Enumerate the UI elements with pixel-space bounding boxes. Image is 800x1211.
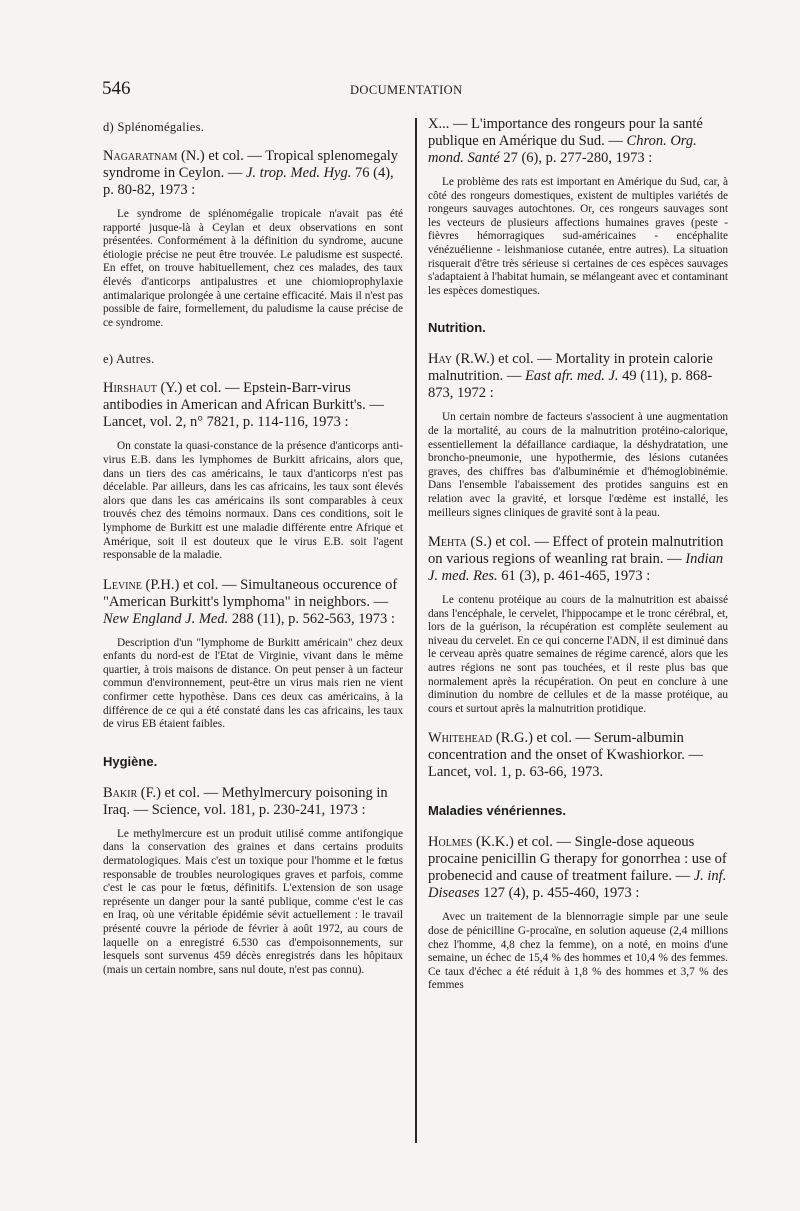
- right-column: [428, 116, 728, 1007]
- citation-journal: Indian J. med. Res.: [428, 551, 724, 585]
- citation-author: Whitehead: [428, 730, 493, 747]
- citation-ref: 27 (6), p. 277-280, 1973 :: [503, 150, 653, 166]
- citation-text: (R.G.) et col. — Serum-albumin concentration and the onset of Kwashiorkor. — Lancet, vol. 1, p. 63-66, 1973.: [428, 730, 704, 781]
- subsection-heading: d) Splénomégalies.: [103, 120, 205, 134]
- citation-ref: 127 (4), p. 455-460, 1973 :: [483, 885, 640, 902]
- citation: [103, 785, 403, 819]
- citation-ref: 61 (3), p. 461-465, 1973 :: [501, 568, 651, 585]
- citation-text: (R.W.) et col. — Mortality in protein calorie malnutrition. —: [428, 351, 713, 385]
- citation: [103, 148, 403, 199]
- citation-text: (K.K.) et col. — Single-dose aqueous procaine penicillin G therapy for gonorrhea : use of probenecid and cause of treatment failure. —: [428, 834, 727, 885]
- abstract: Le problème des rats est important en Amérique du Sud, car, à côté des rongeurs domestiques, existent de multiples variétés de rongeurs sauvages autochtones. Or, ces rongeurs sauvages sont les vecteurs de plusieurs affections humaines graves (peste - fièvres hémorragiques sud-américaines - encéphalite vénézuélienne - leishmaniose cutanée, entre autres). La situation risquerait d'être très sérieuse si certaines de ces espèces sauvages s'adaptaient à l'habitat humain, se mélangeant avec et contaminant les espèces domestiques.: [428, 176, 728, 297]
- abstract: On constate la quasi-constance de la présence d'anticorps anti-virus E.B. dans les lymphomes de Burkitt africains, alors que, dans un tiers des cas américains, le taux d'anticorps n'est pas décelable. Par ailleurs, dans les cas africains, les taux sont élevés alors que dans les cas américains ils sont comparables à ceux trouvés chez des témoins normaux. Dans ces conditions, soit le lymphome de Burkitt est une maladie différente entre Afrique et Amérique, soit il est douteux que le virus E.B. soit l'agent responsable de la maladie.: [103, 440, 403, 562]
- citation-text: (P.H.) et col. — Simultaneous occurence of "American Burkitt's lymphoma" in neighbors. —: [103, 576, 398, 610]
- citation-ref: 49 (11), p. 868-873, 1972 :: [428, 368, 713, 402]
- abstract: Un certain nombre de facteurs s'associent à une augmentation de la mortalité, au cours de la malnutrition protéino-calorique, essentiellement la défaillance cardiaque, la déshydratation, une broncho-pneumonie, une hypothermie, des lésions cutanées graves, des chiffres bas d'albuminémie et d'hémoglobinémie. Dans l'ensemble l'abaissement des protides sanguins est en relation avec la gravité, et lorsque l'œdème est installé, les meilleurs signes cliniques de gravité sont à la peau.: [428, 411, 728, 519]
- citation-author: Mehta: [428, 534, 467, 551]
- citation-author: Levine: [103, 576, 142, 593]
- column-divider: [415, 118, 417, 1143]
- citation: [428, 351, 728, 402]
- citation-text: — L'importance des rongeurs pour la santé publique en Amérique du Sud. —: [428, 116, 703, 149]
- citation-author: Bakir: [103, 784, 138, 801]
- section-heading: Nutrition.: [428, 320, 486, 336]
- citation-journal: New England J. Med.: [103, 610, 229, 627]
- running-header: DOCUMENTATION: [350, 83, 463, 97]
- citation-author: Nagaratnam: [103, 148, 178, 164]
- subsection-heading: e) Autres.: [103, 352, 155, 367]
- abstract: Le contenu protéique au cours de la malnutrition est abaissé dans l'encéphale, le cervelet, l'hippocampe et le tronc cérébral, et, lors de la guérison, la récupération est complète seulement au niveau du cervelet. En ce qui concerne l'ADN, il est diminué dans le cerveau après quatre semaines de régime carencé, alors que les autres régions ne sont pas touchées, et il reste plus bas que normalement après la récupération. On peut en conclure à une diminution du nombre de cellules et de la masse protéique, au cours et surtout après la malnutrition protidique.: [428, 594, 728, 715]
- page-number: 546: [102, 78, 131, 99]
- citation-journal: J. trop. Med. Hyg.: [245, 165, 352, 181]
- citation: [428, 534, 728, 585]
- citation-text: (N.) et col. — Tropical splenomegaly syndrome in Ceylon. —: [103, 148, 399, 181]
- citation-text: (F.) et col. — Methylmercury poisoning in Iraq. — Science, vol. 181, p. 230-241, 1973 :: [103, 784, 388, 818]
- abstract: Le methylmercure est un produit utilisé comme antifongique dans la conservation des graines et dans certains produits dermatologiques. Mais c'est un toxique pour l'homme et le fœtus responsable de troubles neurologiques graves et parfois, comme c'est le cas pour le fœtus, définitifs. L'extension de son usage représente un danger pour la santé publique, comme c'est le cas en Iraq, où une véritable épidémie sévit actuellement : le travail présenté couvre la période de février à août 1972, au cours de laquelle on a enregistré 6.530 cas d'empoisonnements, sur lesquels sont survenus 459 décès enregistrés dans les hôpitaux (mais un certain nombre, sans nul doute, n'est pas connu).: [103, 827, 403, 976]
- left-column: [103, 120, 403, 991]
- citation-ref: 76 (4), p. 80-82, 1973 :: [103, 165, 394, 198]
- citation-text: (S.) et col. — Effect of protein malnutrition on various regions of weanling rat brain. —: [428, 534, 724, 568]
- abstract: Description d'un "lymphome de Burkitt américain" chez deux enfants du nord-est de l'Etat de Virginie, vivant dans le même quartier, à trois maisons de distance. On peut penser à un facteur commun d'environnement, peut-être un virus mais rien ne vient confirmer cette hypothèse. Dans ces deux cas américains, à la différence de ce qui a été constaté dans les cas africains, les taux de virus EB étaient faibles.: [103, 636, 403, 731]
- citation-text: (Y.) et col. — Epstein-Barr-virus antibodies in American and African Burkitt's. — Lancet, vol. 2, n° 7821, p. 114-116, 1973 :: [103, 380, 384, 431]
- citation: [103, 577, 403, 628]
- section-heading: Hygiène.: [103, 753, 158, 769]
- citation-journal: J. inf. Diseases: [428, 868, 727, 902]
- section-heading: Maladies vénériennes.: [428, 803, 567, 819]
- citation-journal: East afr. med. J.: [525, 368, 619, 385]
- citation-ref: 288 (11), p. 562-563, 1973 :: [231, 610, 395, 627]
- citation-author: Hay: [428, 351, 452, 368]
- citation-author: Hirshaut: [103, 380, 157, 397]
- citation: [428, 730, 728, 781]
- abstract: Avec un traitement de la blennorragie simple par une seule dose de pénicilline G-procaïne, en solution aqueuse (2,4 millions chez l'homme, 4,8 chez la femme), on a noté, en moins d'une semaine, un échec de 15,4 % des hommes et 10,4 % des femmes. Ce taux d'échec a été réduit à 1,8 % des hommes et 3,7 % des femmes: [428, 911, 728, 992]
- citation: [428, 116, 728, 167]
- abstract: Le syndrome de splénomégalie tropicale n'avait pas été rapporté jusque-là à Ceylan et deux observations en sont présentées. Conformément à la définition du syndrome, aucune étiologie précise ne peut être trouvée. Le paludisme est suspecté. En effet, on trouve habituellement, chez ces malades, des taux élevés d'anticorps antipalustres et une chiomioprophylaxie antimalarique prolongée à une certaine efficacité. Mais il n'est pas possible de faire, formellement, du paludisme la cause précise de ce syndrome.: [103, 208, 403, 329]
- citation: [103, 380, 403, 431]
- citation-journal: Chron. Org. mond. Santé: [428, 133, 697, 166]
- citation-author: Holmes: [428, 834, 473, 851]
- citation: [428, 834, 728, 902]
- citation-author: X...: [428, 116, 450, 132]
